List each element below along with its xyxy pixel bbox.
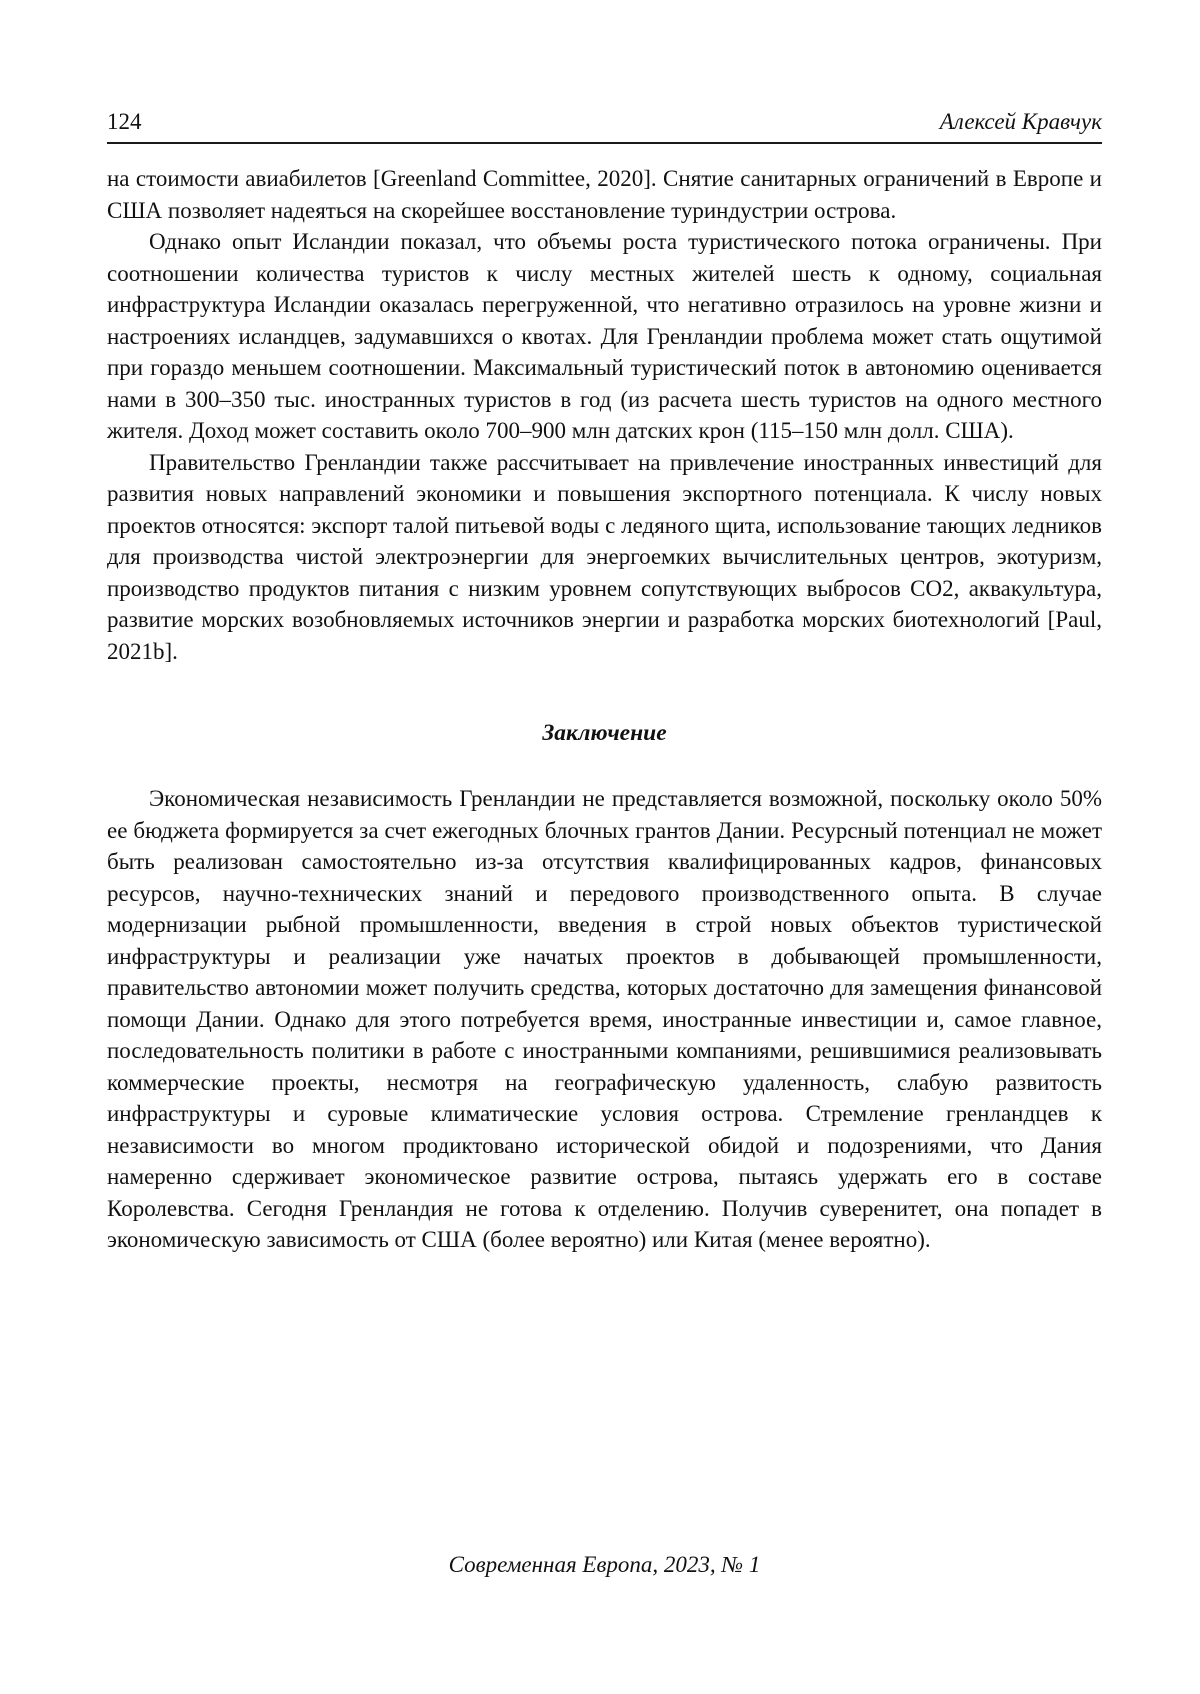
paragraph-continued: на стоимости авиабилетов [Greenland Committee, 2020]. Снятие санитарных ограничений в Европе и США позволяет надеяться на скорейшее восстановление туриндустрии острова.: [107, 166, 1102, 223]
paragraph-iceland-experience: Однако опыт Исландии показал, что объемы роста туристического потока ограничены. При соотношении количества туристов к числу местных жителей шесть к одному, социальная инфраструктура Исландии оказалась перегруженной, что негативно отразилось на уровне жизни и настроениях исландцев, задумавшихся о квотах. Для Гренландии проблема может стать ощутимой при гораздо меньшем соотношении. Максимальный туристический поток в автономию оценивается нами в 300–350 тыс. иностранных туристов в год (из расчета шесть туристов на одного местного жителя. Доход может составить около 700–900 млн датских крон (115–150 млн долл. США).: [107, 229, 1102, 443]
paragraph-foreign-investment: Правительство Гренландии также рассчитывает на привлечение иностранных инвестиций для развития новых направлений экономики и повышения экспортного потенциала. К числу новых проектов относятся: экспорт талой питьевой воды с ледяного щита, использование тающих ледников для производства чистой электроэнергии для энергоемких вычислительных центров, экотуризм, производство продуктов питания с низким уровнем сопутствующих выбросов CO2, аквакультура, развитие морских возобновляемых источников энергии и разработка морских биотехнологий [Paul, 2021b].: [107, 449, 1102, 664]
running-head-author: Алексей Кравчук: [939, 109, 1102, 134]
journal-footer: Современная Европа, 2023, № 1: [448, 1552, 761, 1577]
page-number: 124: [107, 109, 142, 134]
section-title-conclusion: Заключение: [542, 720, 667, 746]
paragraph-conclusion: Экономическая независимость Гренландии не представляется возможной, поскольку около 50% ее бюджета формируется за счет ежегодных блочных грантов Дании. Ресурсный потенциал не может быть реализован самостоятельно из-за отсутствия квалифицированных кадров, финансовых ресурсов, научно-технических знаний и передового производственного опыта. В случае модернизации рыбной промышленности, введения в строй новых объектов туристической инфраструктуры и реализации уже начатых проектов в добывающей промышленности, правительство автономии может получить средства, которых достаточно для замещения финансовой помощи Дании. Однако для этого потребуется время, иностранные инвестиции и, самое главное, последовательность политики в работе с иностранными компаниями, решившимися реализовывать коммерческие проекты, несмотря на географическую удаленность, слабую развитость инфраструктуры и суровые климатические условия острова. Стремление гренландцев к независимости во многом продиктовано исторической обидой и подозрениями, что Дания намеренно сдерживает экономическое развитие острова, пытаясь удержать его в составе Королевства. Сегодня Гренландия не готова к отделению. Получив суверенитет, она попадет в экономическую зависимость от США (более вероятно) или Китая (менее вероятно).: [107, 786, 1102, 1252]
article-body: [107, 163, 1102, 1256]
running-head: [107, 106, 1102, 144]
